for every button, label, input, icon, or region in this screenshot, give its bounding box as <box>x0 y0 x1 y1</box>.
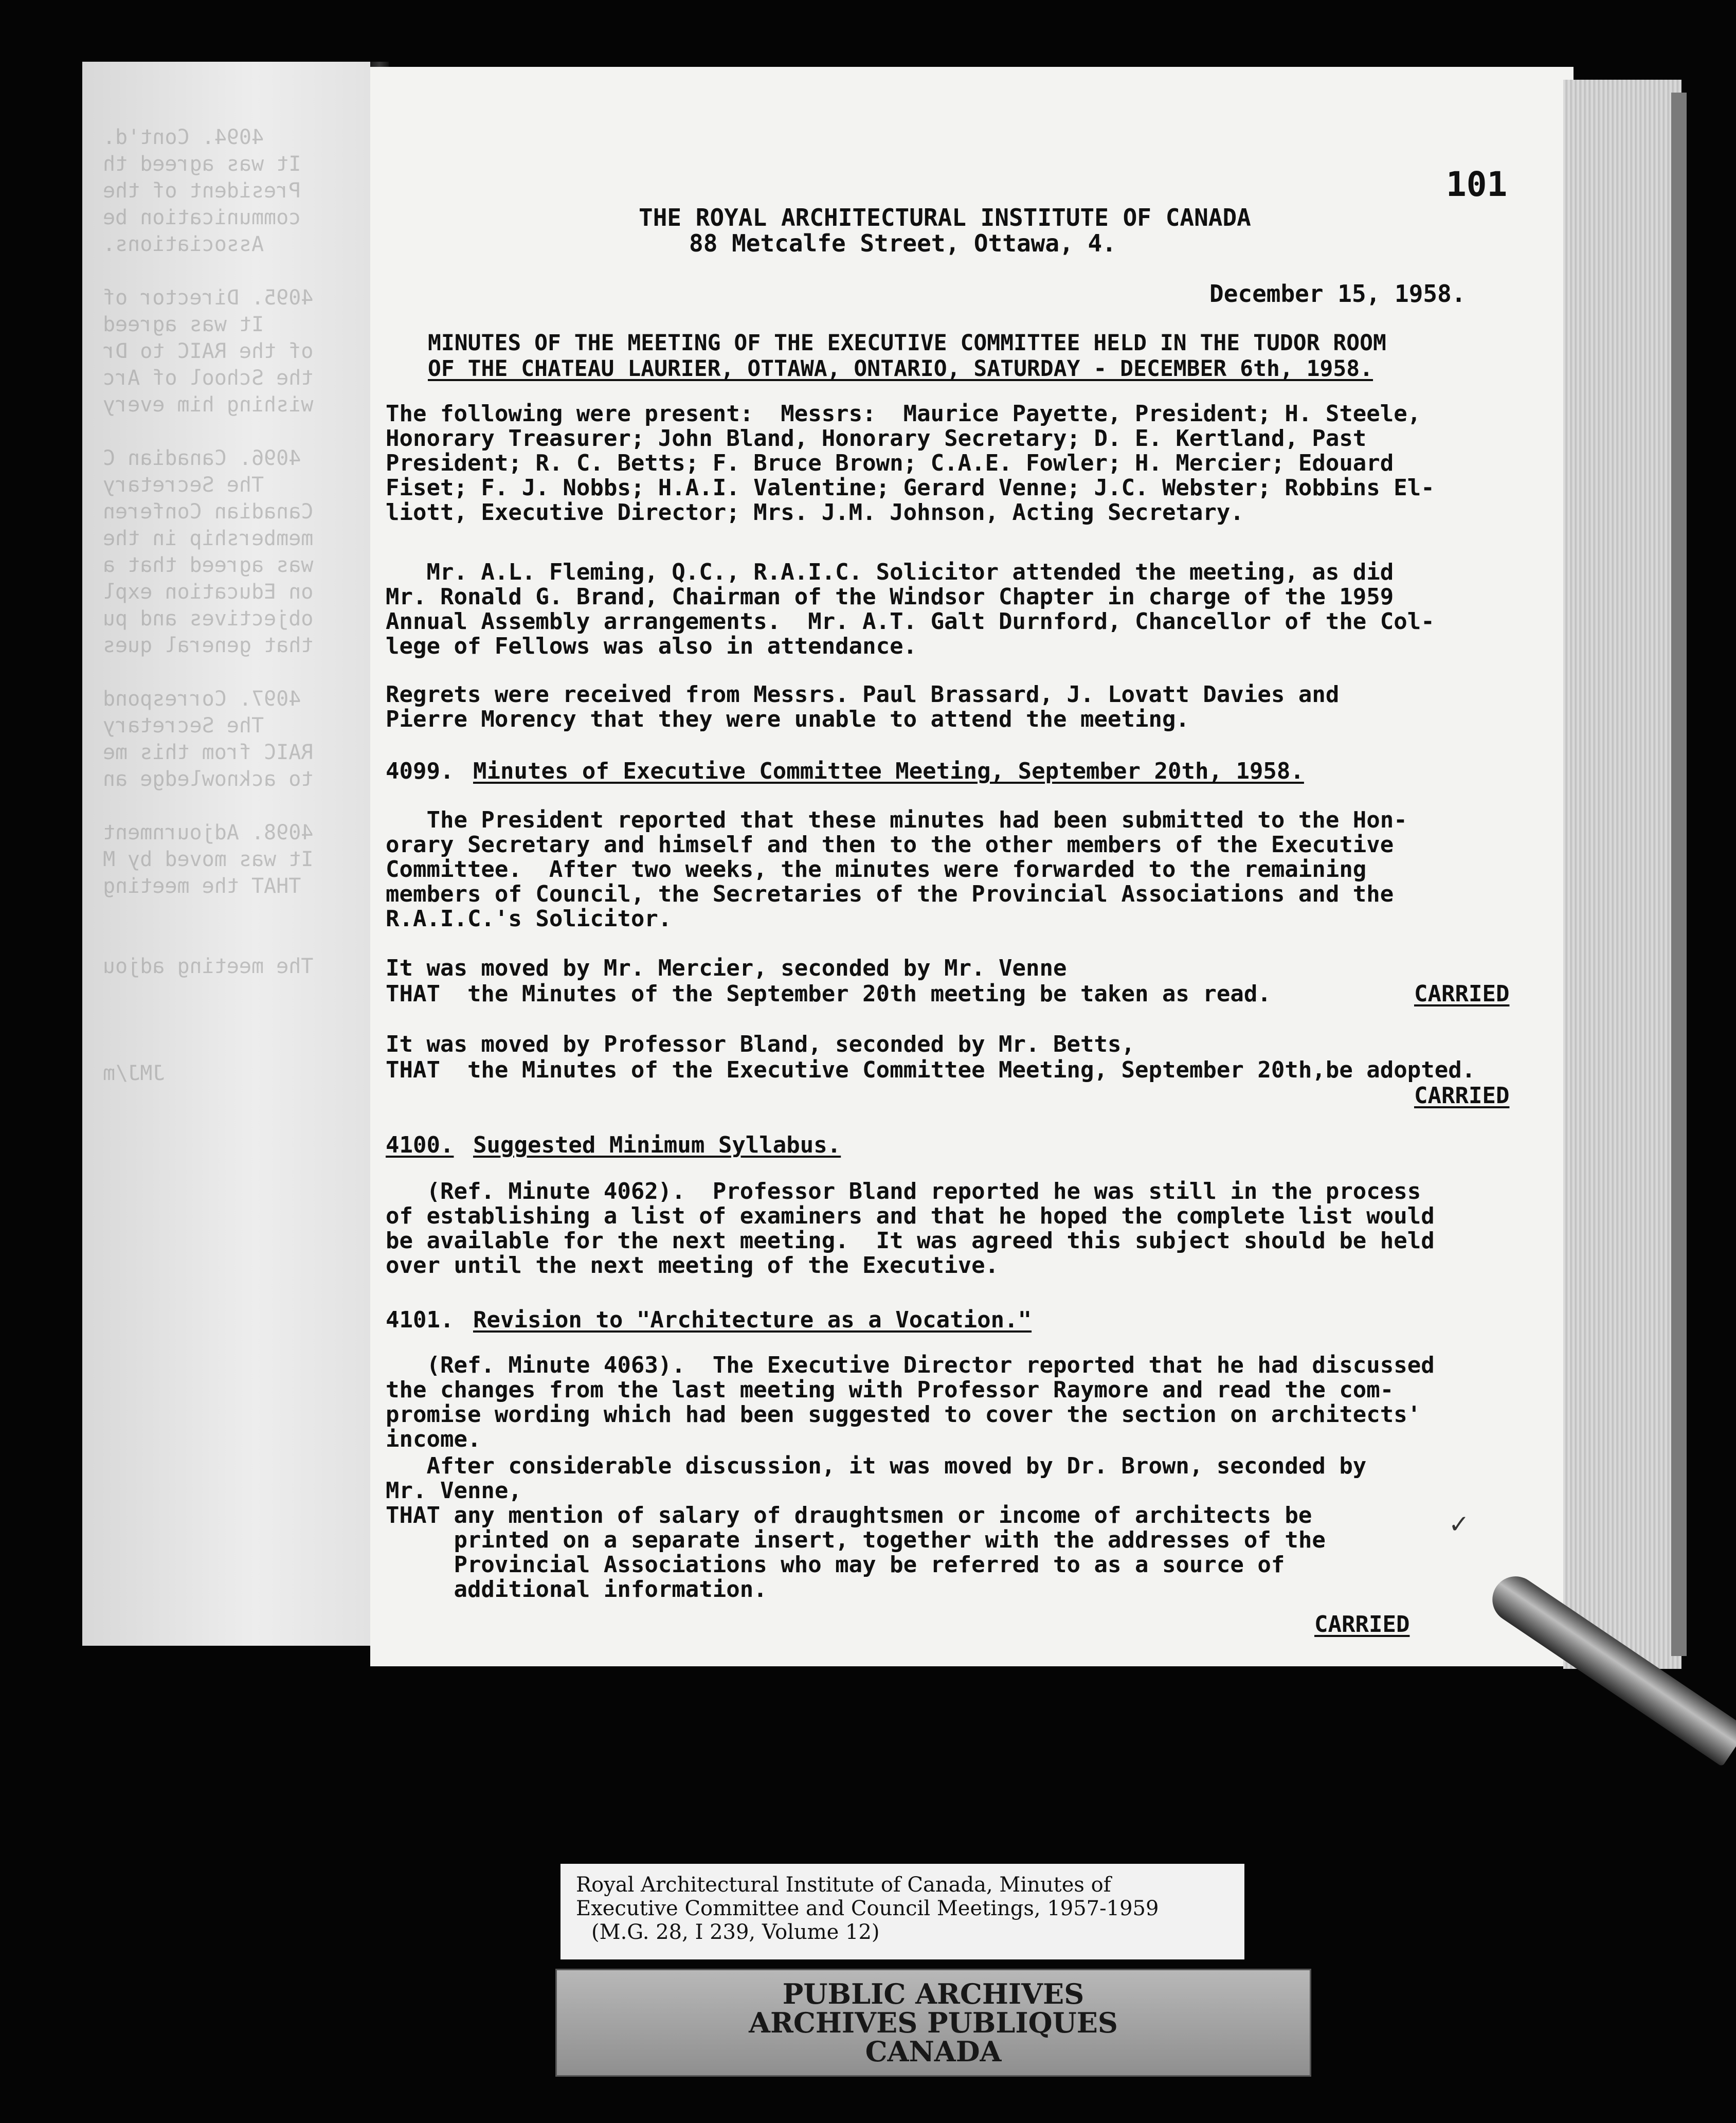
bleed-through-line: President of the <box>103 179 301 203</box>
organization-address: 88 Metcalfe Street, Ottawa, 4. <box>689 229 1116 257</box>
minute-4100-text-line: over until the next meeting of the Executive. <box>386 1252 999 1279</box>
motion-2-carried: CARRIED <box>1414 1083 1510 1109</box>
attendance-line: The following were present: Messrs: Maurice Payette, President; H. Steele, <box>386 401 1421 427</box>
regrets-line: Regrets were received from Messrs. Paul Brassard, J. Lovatt Davies and <box>386 681 1340 708</box>
attendance-note-line: Annual Assembly arrangements. Mr. A.T. Galt Durnford, Chancellor of the Col- <box>386 608 1435 635</box>
bleed-through-line: 4097. Correspond <box>103 687 301 711</box>
bleed-through-line: The Secretary <box>103 714 264 737</box>
minute-4099-text-line: The President reported that these minutes had been submitted to the Hon- <box>386 807 1407 833</box>
caption-line-3: (M.G. 28, I 239, Volume 12) <box>591 1920 880 1944</box>
page-edges-shadow <box>1671 93 1687 1656</box>
motion-1-carried: CARRIED <box>1414 981 1510 1007</box>
minute-4101-number: 4101. <box>386 1307 454 1333</box>
bleed-through-line: Associations. <box>103 232 264 256</box>
bleed-through-line: was agreed that a <box>103 553 314 577</box>
attendance-note-line: Mr. A.L. Fleming, Q.C., R.A.I.C. Solicitor attended the meeting, as did <box>386 559 1394 585</box>
bleed-through-line: 4098. Adjournment <box>103 821 314 844</box>
minute-4101-motion-line: After considerable discussion, it was moved by Dr. Brown, seconded by <box>386 1453 1367 1479</box>
bleed-through-line: on Education expl <box>103 580 314 604</box>
bleed-through-line: communication be <box>103 206 301 229</box>
minute-4101-carried: CARRIED <box>1314 1611 1410 1638</box>
minute-4101-motion-line: printed on a separate insert, together with the addresses of the <box>386 1527 1326 1553</box>
stamp-line-3: CANADA <box>865 2035 1002 2068</box>
stamp-line-2: ARCHIVES PUBLIQUES <box>749 2006 1118 2039</box>
archival-caption-label <box>560 1864 1244 1959</box>
minute-4100-title: Suggested Minimum Syllabus. <box>473 1132 841 1158</box>
attendance-line: President; R. C. Betts; F. Bruce Brown; C.A.E. Fowler; H. Mercier; Edouard <box>386 450 1394 476</box>
motion-2-resolution: THAT the Minutes of the Executive Committee Meeting, September 20th,be adopted. <box>386 1057 1476 1083</box>
caption-line-2: Executive Committee and Council Meetings, 1957-1959 <box>576 1897 1159 1920</box>
bleed-through-line: JMJ/m <box>103 1062 165 1085</box>
attendance-line: Fiset; F. J. Nobbs; H.A.I. Valentine; Gerard Venne; J.C. Webster; Robbins El- <box>386 475 1435 501</box>
bleed-through-line: membership in the <box>103 527 314 550</box>
minute-4099-number: 4099. <box>386 758 454 784</box>
minute-4101-text-line: the changes from the last meeting with Professor Raymore and read the com- <box>386 1377 1394 1403</box>
bleed-through-line: THAT the meeting <box>103 874 301 898</box>
bleed-through-line: to acknowledge an <box>103 767 314 791</box>
attendance-line: Honorary Treasurer; John Bland, Honorary Secretary; D. E. Kertland, Past <box>386 425 1367 452</box>
minute-4101-motion-line: additional information. <box>386 1576 767 1603</box>
public-archives-stamp <box>555 1969 1311 2077</box>
bleed-through-line: the School of Arc <box>103 366 314 390</box>
motion-1-mover: It was moved by Mr. Mercier, seconded by Mr. Venne <box>386 955 1067 981</box>
attendance-note-line: Mr. Ronald G. Brand, Chairman of the Windsor Chapter in charge of the 1959 <box>386 584 1394 610</box>
bleed-through-line: Canadian Conferen <box>103 500 314 524</box>
minute-4101-title: Revision to "Architecture as a Vocation." <box>473 1307 1032 1333</box>
stamp-line-1: PUBLIC ARCHIVES <box>782 1977 1084 2010</box>
minute-4099-text-line: Committee. After two weeks, the minutes were forwarded to the remaining <box>386 856 1367 883</box>
minute-4100-text-line: be available for the next meeting. It was agreed this subject should be held <box>386 1228 1435 1254</box>
minute-4099-text-line: R.A.I.C.'s Solicitor. <box>386 906 672 932</box>
bleed-through-line: of the RAIC to Dr <box>103 339 314 363</box>
left-facing-page <box>82 62 370 1646</box>
minute-4100-text-line: (Ref. Minute 4062). Professor Bland reported he was still in the process <box>386 1178 1421 1204</box>
minute-4101-text-line: promise wording which had been suggested to cover the section on architects' <box>386 1401 1421 1428</box>
attendance-line: liott, Executive Director; Mrs. J.M. Johnson, Acting Secretary. <box>386 499 1244 526</box>
attendance-note-line: lege of Fellows was also in attendance. <box>386 633 917 659</box>
page-number: 101 <box>1446 165 1508 204</box>
motion-2-mover: It was moved by Professor Bland, seconded by Mr. Betts, <box>386 1031 1135 1057</box>
minute-4101-text-line: (Ref. Minute 4063). The Executive Director reported that he had discussed <box>386 1352 1435 1378</box>
minute-4099-title: Minutes of Executive Committee Meeting, September 20th, 1958. <box>473 758 1304 784</box>
minute-4101-motion-line: Mr. Venne, <box>386 1478 522 1504</box>
minutes-title-line-2: OF THE CHATEAU LAURIER, OTTAWA, ONTARIO, SATURDAY - DECEMBER 6th, 1958. <box>428 356 1373 382</box>
bleed-through-line: It was moved by M <box>103 848 314 871</box>
bleed-through-line: 4094. Cont'd. <box>103 125 264 149</box>
caption-line-1: Royal Architectural Institute of Canada, Minutes of <box>576 1873 1111 1897</box>
minute-4100-number: 4100. <box>386 1132 454 1158</box>
document-date: December 15, 1958. <box>1209 280 1466 308</box>
left-page-bleed-through-text <box>82 62 370 1646</box>
minute-4101-text-line: income. <box>386 1426 481 1452</box>
minute-4101-motion-line: THAT any mention of salary of draughtsmen or income of architects be <box>386 1502 1312 1528</box>
organization-name: THE ROYAL ARCHITECTURAL INSTITUTE OF CANADA <box>639 204 1251 231</box>
page-edges <box>1563 80 1681 1669</box>
bleed-through-line: The meeting adjou <box>103 955 314 978</box>
regrets-line: Pierre Morency that they were unable to attend the meeting. <box>386 706 1189 732</box>
bleed-through-line: 4096. Canadian C <box>103 446 301 470</box>
minute-4099-text-line: orary Secretary and himself and then to the other members of the Executive <box>386 832 1394 858</box>
bleed-through-line: wishing him every <box>103 393 314 417</box>
minute-4101-motion-line: Provincial Associations who may be referred to as a source of <box>386 1552 1285 1578</box>
bleed-through-line: 4095. Director of <box>103 286 314 310</box>
bleed-through-line: objectives and pu <box>103 607 314 631</box>
minutes-title-line-1: MINUTES OF THE MEETING OF THE EXECUTIVE COMMITTEE HELD IN THE TUDOR ROOM <box>428 330 1386 356</box>
handwritten-check-mark: ✓ <box>1450 1507 1468 1540</box>
motion-1-resolution: THAT the Minutes of the September 20th meeting be taken as read. <box>386 981 1271 1007</box>
bleed-through-line: It was agreed <box>103 313 264 336</box>
bleed-through-line: It was agreed th <box>103 152 301 176</box>
document-page <box>370 67 1574 1666</box>
bleed-through-line: The Secretary <box>103 473 264 497</box>
bleed-through-line: that general ques <box>103 634 314 657</box>
bleed-through-line: RAIC from this me <box>103 741 314 764</box>
minute-4100-text-line: of establishing a list of examiners and that he hoped the complete list would <box>386 1203 1435 1229</box>
minute-4099-text-line: members of Council, the Secretaries of the Provincial Associations and the <box>386 881 1394 907</box>
